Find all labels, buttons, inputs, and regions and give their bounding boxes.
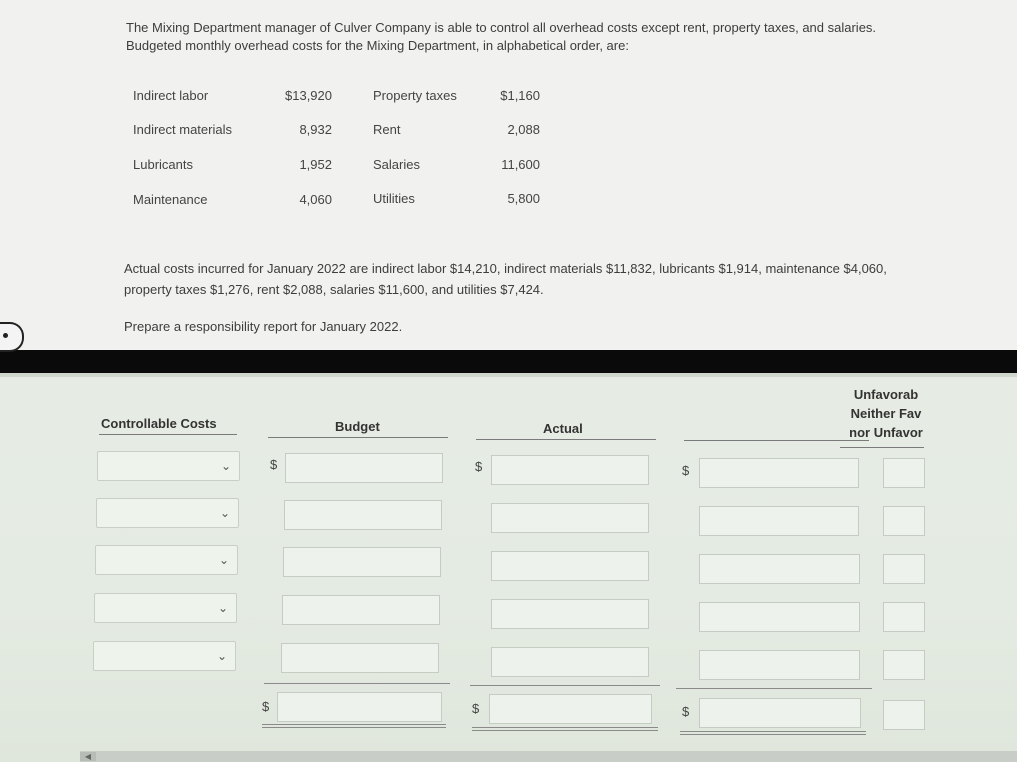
overhead-value: 11,600 — [501, 157, 540, 172]
overhead-value: 8,932 — [299, 122, 332, 137]
overhead-label: Salaries — [373, 157, 420, 172]
overhead-label: Indirect labor — [133, 88, 209, 103]
panel-divider — [0, 373, 1017, 377]
header-underline — [476, 439, 656, 440]
actual-input[interactable] — [491, 551, 649, 581]
header-difference-line2: Neither Fav — [850, 406, 922, 421]
overhead-value: 5,800 — [507, 191, 540, 206]
overhead-value: $13,920 — [285, 88, 332, 103]
chevron-down-icon: ⌄ — [217, 601, 228, 615]
total-difference-input[interactable] — [699, 698, 861, 728]
total-underline — [680, 731, 866, 732]
subtotal-line — [676, 688, 872, 689]
subtotal-line — [470, 685, 660, 686]
header-actual: Actual — [543, 421, 583, 436]
overhead-value: $1,160 — [500, 88, 540, 103]
overhead-value: 1,952 — [299, 157, 332, 172]
overhead-label: Lubricants — [133, 157, 193, 172]
total-underline — [262, 724, 446, 725]
header-difference — [836, 385, 936, 442]
actual-costs-text — [124, 258, 994, 300]
status-select[interactable] — [883, 602, 925, 632]
budget-input[interactable] — [285, 453, 443, 483]
cost-select[interactable] — [93, 641, 236, 671]
status-select[interactable] — [883, 650, 925, 680]
header-difference-line3: nor Unfavor — [849, 425, 923, 440]
cost-select[interactable] — [94, 593, 237, 623]
header-difference-line1: Unfavorab — [853, 387, 919, 402]
intro-line-2: Budgeted monthly overhead costs for the Mixing Department, in alphabetical order, are: — [126, 38, 629, 53]
chevron-down-icon: ⌄ — [220, 459, 231, 473]
actual-input[interactable] — [491, 599, 649, 629]
overhead-label: Maintenance — [133, 192, 208, 207]
intro-line-1: The Mixing Department manager of Culver Company is able to control all overhead costs except rent, property taxes, and salaries. — [126, 20, 877, 35]
horizontal-scrollbar[interactable] — [80, 751, 1017, 762]
cost-select[interactable] — [95, 545, 238, 575]
status-select[interactable] — [883, 458, 925, 488]
cost-select[interactable] — [97, 451, 240, 481]
dot-icon — [3, 333, 8, 338]
difference-input[interactable] — [699, 554, 860, 584]
problem-panel — [0, 0, 1017, 350]
overhead-label: Indirect materials — [133, 122, 232, 137]
header-underline — [840, 447, 924, 448]
scroll-left-icon[interactable]: ◀ — [80, 752, 96, 761]
instruction-prompt: Prepare a responsibility report for January 2022. — [124, 319, 403, 334]
difference-input[interactable] — [699, 602, 860, 632]
actual-line-2: property taxes $1,276, rent $2,088, salaries $11,600, and utilities $7,424. — [124, 282, 544, 297]
total-actual-input[interactable] — [489, 694, 652, 724]
actual-input[interactable] — [491, 503, 649, 533]
chevron-down-icon: ⌄ — [218, 553, 229, 567]
currency-sign: $ — [682, 704, 690, 719]
actual-input[interactable] — [491, 647, 649, 677]
header-budget: Budget — [335, 419, 380, 434]
difference-input[interactable] — [699, 650, 860, 680]
currency-sign: $ — [472, 701, 480, 716]
cost-select[interactable] — [96, 498, 239, 528]
budget-input[interactable] — [283, 547, 441, 577]
difference-input[interactable] — [699, 506, 859, 536]
total-underline — [262, 727, 446, 728]
problem-intro — [126, 19, 986, 55]
subtotal-line — [264, 683, 450, 684]
total-underline — [472, 727, 658, 728]
total-status-select[interactable] — [883, 700, 925, 730]
currency-sign: $ — [262, 699, 270, 714]
actual-line-1: Actual costs incurred for January 2022 are indirect labor $14,210, indirect materials $11,832, lubricants $1,914, maintenance $4,060, — [124, 261, 887, 276]
overhead-value: 4,060 — [299, 192, 332, 207]
budget-input[interactable] — [281, 643, 439, 673]
status-select[interactable] — [883, 506, 925, 536]
currency-sign: $ — [270, 457, 278, 472]
total-budget-input[interactable] — [277, 692, 442, 722]
chevron-down-icon: ⌄ — [216, 649, 227, 663]
difference-input[interactable] — [699, 458, 859, 488]
actual-input[interactable] — [491, 455, 649, 485]
overhead-label: Utilities — [373, 191, 415, 206]
overhead-label: Rent — [373, 122, 401, 137]
currency-sign: $ — [475, 459, 483, 474]
header-controllable-costs: Controllable Costs — [101, 416, 217, 431]
budget-input[interactable] — [284, 500, 442, 530]
budget-input[interactable] — [282, 595, 440, 625]
total-underline — [472, 730, 658, 731]
header-underline — [99, 434, 237, 435]
overhead-value: 2,088 — [507, 122, 540, 137]
header-underline — [268, 437, 448, 438]
currency-sign: $ — [682, 463, 690, 478]
chevron-down-icon: ⌄ — [219, 506, 230, 520]
status-select[interactable] — [883, 554, 925, 584]
overhead-label: Property taxes — [373, 88, 457, 103]
total-underline — [680, 734, 866, 735]
